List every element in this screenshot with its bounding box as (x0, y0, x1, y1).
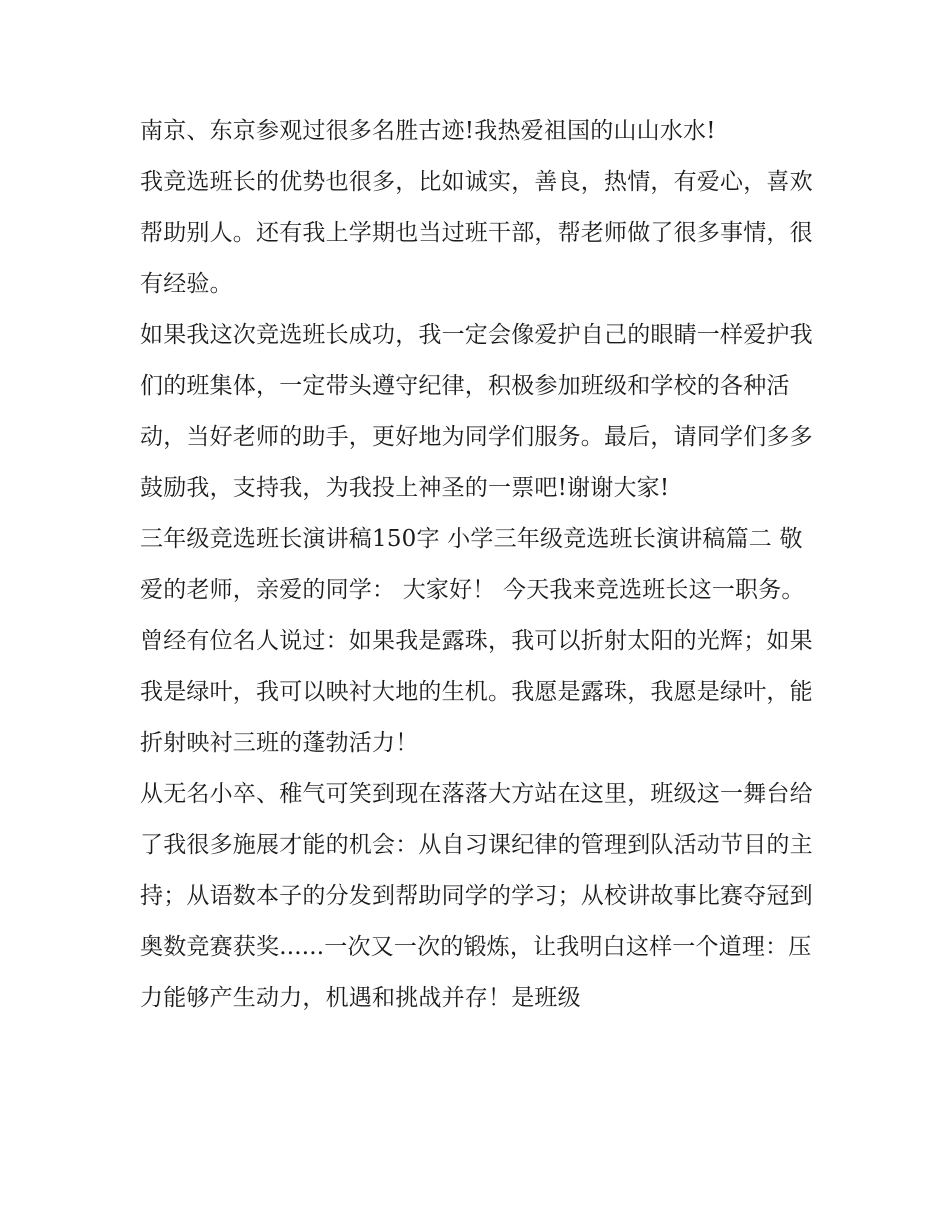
paragraph: 我竞选班长的优势也很多，比如诚实，善良，热情，有爱心，喜欢帮助别人。还有我上学期也当过班干部，帮老师做了很多事情，很有经验。 (140, 169, 813, 297)
paragraph: 如果我这次竞选班长成功，我一定会像爱护自己的眼睛一样爱护我们的班集体，一定带头遵守纪律，积极参加班级和学校的各种活动，当好老师的助手，更好地为同学们服务。最后，请同学们多多鼓励我，支持我，为我投上神圣的一票吧!谢谢大家! (140, 322, 813, 501)
paragraph: 曾经有位名人说过：如果我是露珠，我可以折射太阳的光辉；如果我是绿叶，我可以映衬大地的生机。我愿是露珠，我愿是绿叶，能折射映衬三班的蓬勃活力！ (140, 628, 813, 756)
paragraph: 从无名小卒、稚气可笑到现在落落大方站在这里，班级这一舞台给了我很多施展才能的机会：从自习课纪律的管理到队活动节目的主持；从语数本子的分发到帮助同学的学习；从校讲故事比赛夺冠到奥数竞赛获奖......一次又一次的锻炼，让我明白这样一个道理：压力能够产生动力，机遇和挑战并存！是班级 (140, 781, 813, 1011)
paragraph: 南京、东京参观过很多名胜古迹!我热爱祖国的山山水水! (140, 118, 716, 144)
paragraph: 三年级竞选班长演讲稿150字 小学三年级竞选班长演讲稿篇二 敬爱的老师，亲爱的同学： 大家好！ 今天我来竞选班长这一职务。 (140, 526, 805, 603)
document-body (140, 106, 820, 1024)
